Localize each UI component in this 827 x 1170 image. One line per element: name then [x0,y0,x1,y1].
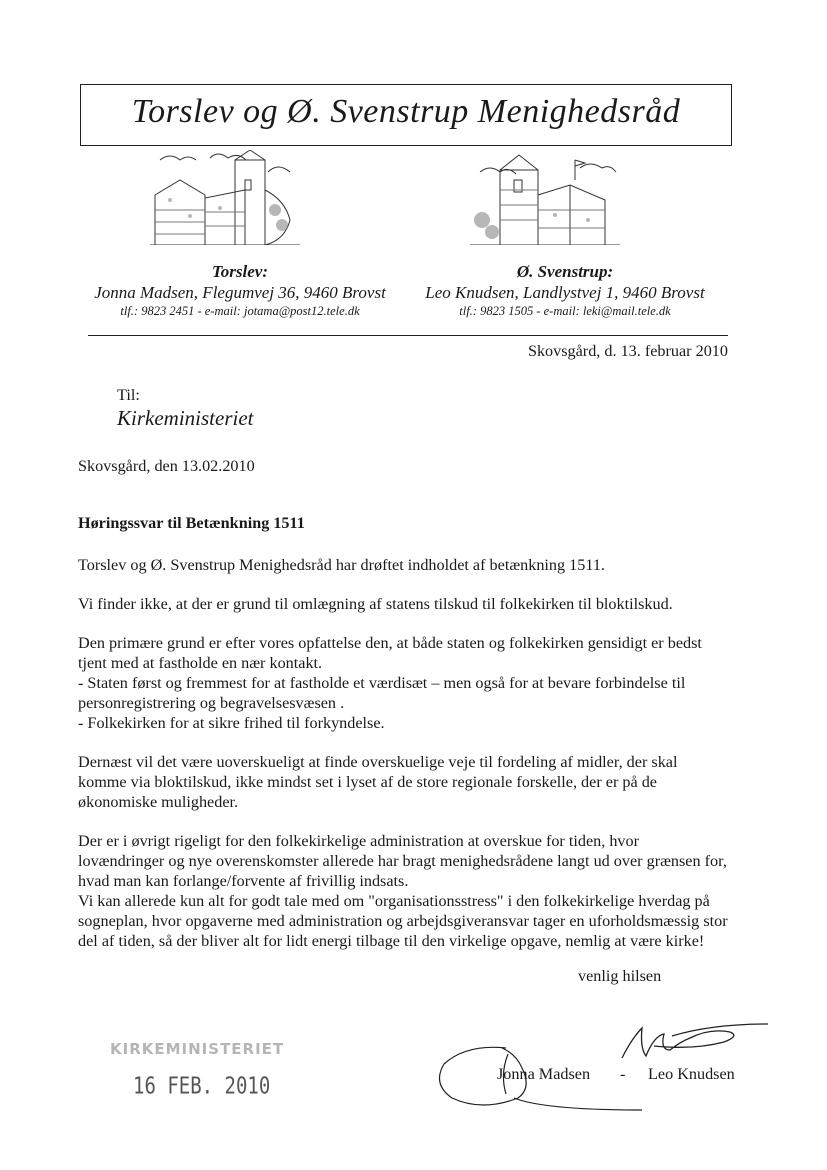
paragraph-5-line: del af tiden, så der bliver alt for lidt energi tilbage til den virkelige opgave, nemlig at være kirke! [78,932,705,950]
paragraph-3-line: - Staten først og fremmest for at fastholde et værdisæt – men også for at bevare forbindelse til [78,674,686,692]
letter-subject: Høringssvar til Betænkning 1511 [78,514,305,532]
signature-name-leo: Leo Knudsen [648,1065,735,1083]
paragraph-3-line: Den primære grund er efter vores opfattelse den, at både staten og folkekirken gensidigt er bedst [78,634,702,652]
torslev-contact: Jonna Madsen, Flegumvej 36, 9460 Brovst [94,283,386,302]
paragraph-5-line: Der er i øvrigt rigeligt for den folkekirkelige administration at overskue for tiden, hvor [78,832,639,850]
received-stamp-org: KIRKEMINISTERIET [110,1040,285,1058]
svenstrup-church-illustration [470,150,620,245]
paragraph-4-line: økonomiske muligheder. [78,793,239,811]
torslev-phone-email: tlf.: 9823 2451 - e-mail: jotama@post12.tele.dk [120,304,360,318]
paragraph-5-line: sogneplan, hvor opgaverne med administration og arbejdsgiveransvar tager en uforholdsmæssig stor [78,912,728,930]
recipient-label: Til: [117,386,140,404]
paragraph-1: Torslev og Ø. Svenstrup Menighedsråd har drøftet indholdet af betænkning 1511. [78,556,605,574]
header-date: Skovsgård, d. 13. februar 2010 [527,342,728,360]
paragraph-5-line: Vi kan allerede kun alt for godt tale med om "organisationsstress" i den folkekirkelige hverdag på [78,892,710,910]
paragraph-3-line: tjent med at fastholde en nær kontakt. [78,654,323,672]
torslev-parish-name: Torslev: [211,262,269,281]
letter-date: Skovsgård, den 13.02.2010 [78,457,255,475]
received-stamp-date: 16 FEB. 2010 [133,1073,271,1100]
svenstrup-parish-name: Ø. Svenstrup: [516,262,614,281]
signature-separator: - [620,1065,626,1083]
signature-name-jonna: Jonna Madsen [497,1065,591,1083]
paragraph-5-line: hvad man kan forlange/forvente af frivillig indsats. [78,872,409,890]
page-title: Torslev og Ø. Svenstrup Menighedsråd [131,93,681,130]
svenstrup-contact: Leo Knudsen, Landlystvej 1, 9460 Brovst [425,283,705,302]
paragraph-5-line: lovændringer og nye overenskomster allerede har bragt menighedsrådene langt ud over grænsen for, [78,852,727,870]
paragraph-3-line: - Folkekirken for at sikre frihed til forkyndelse. [78,714,385,732]
recipient-name: Kirkeministeriet [117,406,254,430]
header-divider [88,335,728,336]
svenstrup-phone-email: tlf.: 9823 1505 - e-mail: leki@mail.tele.dk [459,304,671,318]
letter-body [78,555,758,951]
paragraph-3-line: personregistrering og begravelsesvæsen . [78,694,345,712]
closing-greeting: venlig hilsen [578,967,662,985]
paragraph-2: Vi finder ikke, at der er grund til omlægning af statens tilskud til folkekirken til bloktilskud. [78,595,673,613]
paragraph-4-line: komme via bloktilskud, ikke mindst set i lyset af de store regionale forskelle, der er på de [78,773,657,791]
torslev-church-illustration [150,150,300,245]
paragraph-4-line: Dernæst vil det være uoverskueligt at finde overskuelige veje til fordeling af midler, der skal [78,753,678,771]
